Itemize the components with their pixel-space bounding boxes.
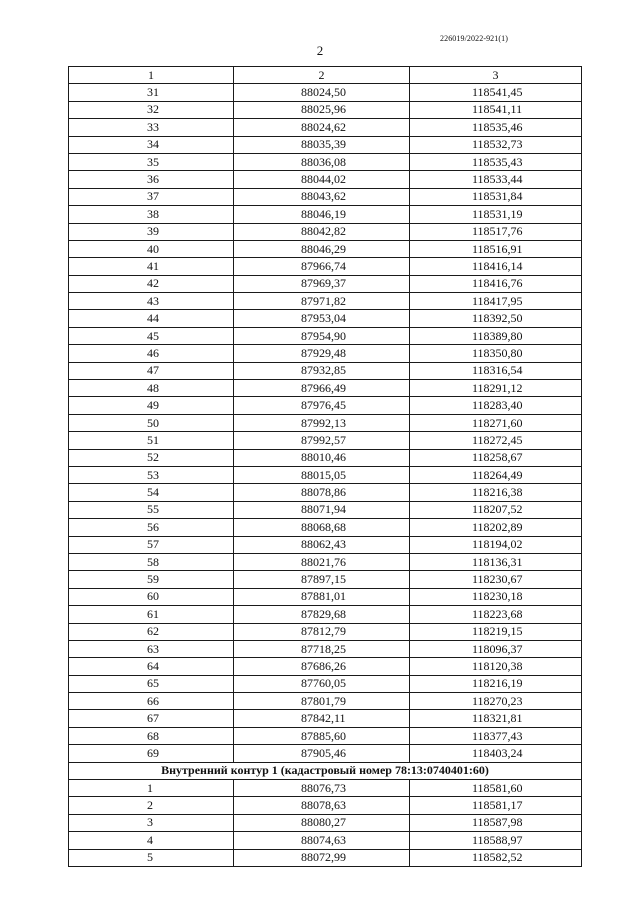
x-coordinate-cell: 87842,11	[234, 710, 410, 727]
point-number-cell: 46	[69, 345, 234, 362]
x-coordinate-cell: 88044,02	[234, 171, 410, 188]
y-coordinate-cell: 118270,23	[410, 693, 582, 710]
y-coordinate-cell: 118216,19	[410, 675, 582, 692]
point-number-cell: 51	[69, 432, 234, 449]
x-coordinate-cell: 87760,05	[234, 675, 410, 692]
x-coordinate-cell: 88024,50	[234, 84, 410, 101]
table-row	[69, 119, 582, 136]
point-number-cell: 32	[69, 101, 234, 118]
table-row	[69, 275, 582, 292]
table-row	[69, 258, 582, 275]
point-number-cell: 41	[69, 258, 234, 275]
x-coordinate-cell: 87969,37	[234, 275, 410, 292]
x-coordinate-cell: 87954,90	[234, 327, 410, 344]
x-coordinate-cell: 87905,46	[234, 745, 410, 762]
point-number-cell: 39	[69, 223, 234, 240]
table-row	[69, 797, 582, 814]
table-row	[69, 188, 582, 205]
y-coordinate-cell: 118588,97	[410, 832, 582, 849]
point-number-cell: 59	[69, 571, 234, 588]
point-number-cell: 44	[69, 310, 234, 327]
table-row	[69, 571, 582, 588]
table-row	[69, 345, 582, 362]
table-row	[69, 814, 582, 831]
point-number-cell: 4	[69, 832, 234, 849]
x-coordinate-cell: 87992,13	[234, 414, 410, 431]
table-row	[69, 484, 582, 501]
table-row	[69, 153, 582, 170]
y-coordinate-cell: 118264,49	[410, 466, 582, 483]
y-coordinate-cell: 118377,43	[410, 727, 582, 744]
table-row	[69, 466, 582, 483]
coordinates-table	[68, 66, 582, 867]
column-header-y: 3	[410, 67, 582, 84]
table-row	[69, 397, 582, 414]
x-coordinate-cell: 87801,79	[234, 693, 410, 710]
column-header-x: 2	[234, 67, 410, 84]
point-number-cell: 69	[69, 745, 234, 762]
table-row	[69, 710, 582, 727]
y-coordinate-cell: 118541,11	[410, 101, 582, 118]
y-coordinate-cell: 118581,17	[410, 797, 582, 814]
table-row	[69, 693, 582, 710]
y-coordinate-cell: 118516,91	[410, 240, 582, 257]
table-row	[69, 623, 582, 640]
point-number-cell: 3	[69, 814, 234, 831]
x-coordinate-cell: 87932,85	[234, 362, 410, 379]
x-coordinate-cell: 87718,25	[234, 640, 410, 657]
x-coordinate-cell: 88068,68	[234, 519, 410, 536]
y-coordinate-cell: 118403,24	[410, 745, 582, 762]
table-row	[69, 293, 582, 310]
y-coordinate-cell: 118392,50	[410, 310, 582, 327]
table-row	[69, 849, 582, 866]
y-coordinate-cell: 118531,84	[410, 188, 582, 205]
point-number-cell: 64	[69, 658, 234, 675]
y-coordinate-cell: 118321,81	[410, 710, 582, 727]
x-coordinate-cell: 87885,60	[234, 727, 410, 744]
table-row	[69, 327, 582, 344]
point-number-cell: 68	[69, 727, 234, 744]
x-coordinate-cell: 88072,99	[234, 849, 410, 866]
section-title: Внутренний контур 1 (кадастровый номер 78:13:0740401:60)	[69, 762, 582, 779]
table-body-inner-contour	[69, 762, 582, 866]
table-row	[69, 606, 582, 623]
point-number-cell: 67	[69, 710, 234, 727]
point-number-cell: 58	[69, 553, 234, 570]
point-number-cell: 33	[69, 119, 234, 136]
x-coordinate-cell: 88025,96	[234, 101, 410, 118]
x-coordinate-cell: 88062,43	[234, 536, 410, 553]
point-number-cell: 63	[69, 640, 234, 657]
y-coordinate-cell: 118283,40	[410, 397, 582, 414]
y-coordinate-cell: 118258,67	[410, 449, 582, 466]
y-coordinate-cell: 118416,76	[410, 275, 582, 292]
point-number-cell: 38	[69, 206, 234, 223]
y-coordinate-cell: 118271,60	[410, 414, 582, 431]
y-coordinate-cell: 118582,52	[410, 849, 582, 866]
point-number-cell: 31	[69, 84, 234, 101]
table-body-main	[69, 84, 582, 762]
x-coordinate-cell: 88043,62	[234, 188, 410, 205]
x-coordinate-cell: 88010,46	[234, 449, 410, 466]
table-row	[69, 449, 582, 466]
point-number-cell: 55	[69, 501, 234, 518]
point-number-cell: 1	[69, 780, 234, 797]
x-coordinate-cell: 88078,86	[234, 484, 410, 501]
table-row	[69, 519, 582, 536]
table-row	[69, 84, 582, 101]
y-coordinate-cell: 118096,37	[410, 640, 582, 657]
y-coordinate-cell: 118517,76	[410, 223, 582, 240]
point-number-cell: 57	[69, 536, 234, 553]
table-row	[69, 310, 582, 327]
x-coordinate-cell: 87953,04	[234, 310, 410, 327]
y-coordinate-cell: 118533,44	[410, 171, 582, 188]
y-coordinate-cell: 118581,60	[410, 780, 582, 797]
x-coordinate-cell: 88080,27	[234, 814, 410, 831]
point-number-cell: 40	[69, 240, 234, 257]
table-row	[69, 536, 582, 553]
y-coordinate-cell: 118230,67	[410, 571, 582, 588]
point-number-cell: 60	[69, 588, 234, 605]
x-coordinate-cell: 88042,82	[234, 223, 410, 240]
y-coordinate-cell: 118531,19	[410, 206, 582, 223]
point-number-cell: 5	[69, 849, 234, 866]
page-number: 2	[316, 43, 324, 58]
table-row	[69, 414, 582, 431]
point-number-cell: 2	[69, 797, 234, 814]
y-coordinate-cell: 118230,18	[410, 588, 582, 605]
x-coordinate-cell: 87976,45	[234, 397, 410, 414]
x-coordinate-cell: 87881,01	[234, 588, 410, 605]
x-coordinate-cell: 87686,26	[234, 658, 410, 675]
x-coordinate-cell: 87971,82	[234, 293, 410, 310]
point-number-cell: 52	[69, 449, 234, 466]
point-number-cell: 53	[69, 466, 234, 483]
point-number-cell: 43	[69, 293, 234, 310]
x-coordinate-cell: 87812,79	[234, 623, 410, 640]
y-coordinate-cell: 118272,45	[410, 432, 582, 449]
y-coordinate-cell: 118389,80	[410, 327, 582, 344]
point-number-cell: 47	[69, 362, 234, 379]
table-row	[69, 745, 582, 762]
x-coordinate-cell: 88046,29	[234, 240, 410, 257]
point-number-cell: 36	[69, 171, 234, 188]
y-coordinate-cell: 118316,54	[410, 362, 582, 379]
point-number-cell: 37	[69, 188, 234, 205]
point-number-cell: 65	[69, 675, 234, 692]
y-coordinate-cell: 118417,95	[410, 293, 582, 310]
y-coordinate-cell: 118532,73	[410, 136, 582, 153]
table-row	[69, 171, 582, 188]
y-coordinate-cell: 118535,46	[410, 119, 582, 136]
x-coordinate-cell: 88046,19	[234, 206, 410, 223]
table-row	[69, 588, 582, 605]
y-coordinate-cell: 118587,98	[410, 814, 582, 831]
x-coordinate-cell: 87929,48	[234, 345, 410, 362]
document-registration-number: 226019/2022-921(1)	[440, 34, 509, 43]
table-row	[69, 832, 582, 849]
table-row	[69, 206, 582, 223]
x-coordinate-cell: 88076,73	[234, 780, 410, 797]
y-coordinate-cell: 118416,14	[410, 258, 582, 275]
x-coordinate-cell: 88021,76	[234, 553, 410, 570]
y-coordinate-cell: 118120,38	[410, 658, 582, 675]
table-header-row	[69, 67, 582, 84]
point-number-cell: 56	[69, 519, 234, 536]
table-row	[69, 658, 582, 675]
table-row	[69, 432, 582, 449]
point-number-cell: 42	[69, 275, 234, 292]
y-coordinate-cell: 118541,45	[410, 84, 582, 101]
point-number-cell: 62	[69, 623, 234, 640]
point-number-cell: 49	[69, 397, 234, 414]
table-row	[69, 380, 582, 397]
section-title-row	[69, 762, 582, 779]
y-coordinate-cell: 118535,43	[410, 153, 582, 170]
x-coordinate-cell: 87992,57	[234, 432, 410, 449]
column-header-point-number: 1	[69, 67, 234, 84]
table-row	[69, 553, 582, 570]
point-number-cell: 61	[69, 606, 234, 623]
x-coordinate-cell: 87966,74	[234, 258, 410, 275]
point-number-cell: 45	[69, 327, 234, 344]
y-coordinate-cell: 118136,31	[410, 553, 582, 570]
y-coordinate-cell: 118219,15	[410, 623, 582, 640]
x-coordinate-cell: 88071,94	[234, 501, 410, 518]
table-row	[69, 727, 582, 744]
y-coordinate-cell: 118194,02	[410, 536, 582, 553]
x-coordinate-cell: 88078,63	[234, 797, 410, 814]
point-number-cell: 50	[69, 414, 234, 431]
point-number-cell: 35	[69, 153, 234, 170]
table-row	[69, 675, 582, 692]
y-coordinate-cell: 118223,68	[410, 606, 582, 623]
table-row	[69, 501, 582, 518]
point-number-cell: 66	[69, 693, 234, 710]
y-coordinate-cell: 118350,80	[410, 345, 582, 362]
x-coordinate-cell: 87897,15	[234, 571, 410, 588]
table-row	[69, 640, 582, 657]
point-number-cell: 54	[69, 484, 234, 501]
y-coordinate-cell: 118216,38	[410, 484, 582, 501]
x-coordinate-cell: 88024,62	[234, 119, 410, 136]
x-coordinate-cell: 88036,08	[234, 153, 410, 170]
y-coordinate-cell: 118291,12	[410, 380, 582, 397]
x-coordinate-cell: 87966,49	[234, 380, 410, 397]
x-coordinate-cell: 87829,68	[234, 606, 410, 623]
table-row	[69, 780, 582, 797]
x-coordinate-cell: 88015,05	[234, 466, 410, 483]
point-number-cell: 48	[69, 380, 234, 397]
point-number-cell: 34	[69, 136, 234, 153]
table-row	[69, 136, 582, 153]
table-row	[69, 240, 582, 257]
x-coordinate-cell: 88035,39	[234, 136, 410, 153]
table-row	[69, 223, 582, 240]
x-coordinate-cell: 88074,63	[234, 832, 410, 849]
table-row	[69, 101, 582, 118]
y-coordinate-cell: 118207,52	[410, 501, 582, 518]
y-coordinate-cell: 118202,89	[410, 519, 582, 536]
table-row	[69, 362, 582, 379]
